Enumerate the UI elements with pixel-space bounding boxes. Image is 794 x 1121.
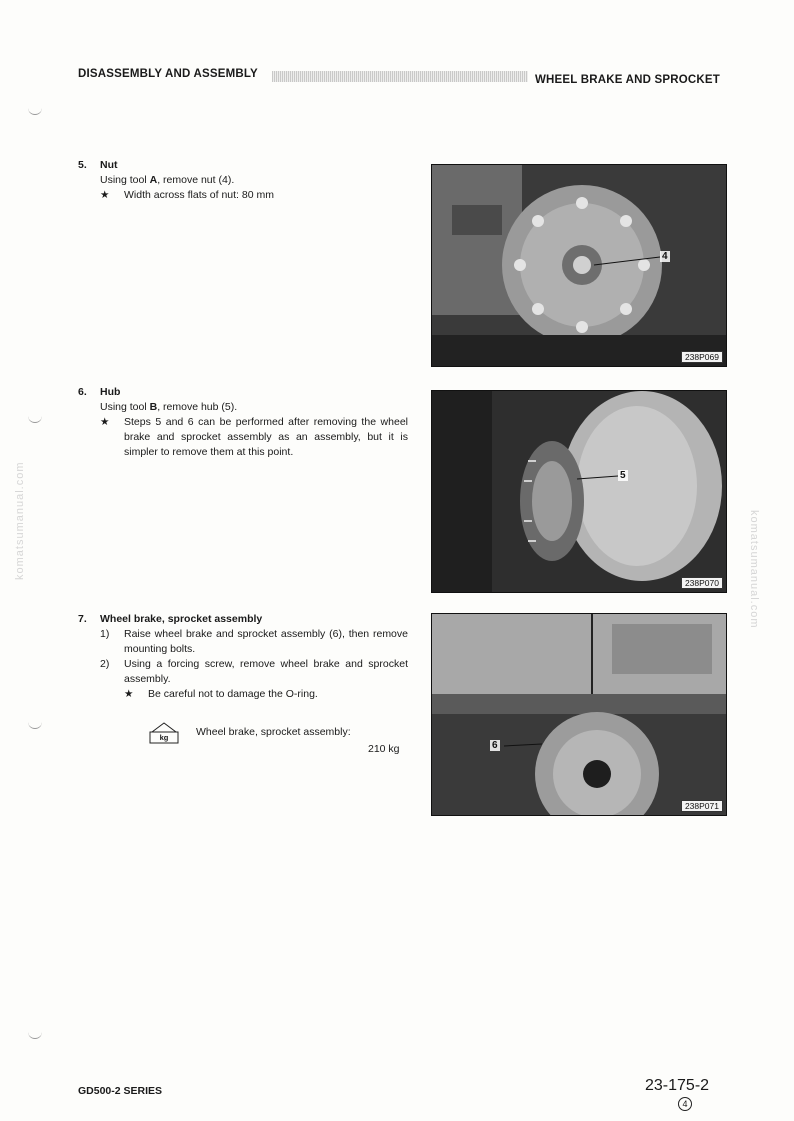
page-number: 23-175-2: [645, 1077, 710, 1094]
weight-icon: [148, 722, 180, 744]
step-number: 6.: [78, 386, 87, 398]
step-title: Nut: [100, 159, 118, 171]
sub-step-2: 2) Using a forcing screw, remove wheel brake and sprocket assembly.: [100, 658, 408, 685]
watermark: komatsumanual.com: [748, 510, 760, 629]
watermark: komatsumanual.com: [14, 461, 26, 580]
photo-brake-assembly: [431, 613, 727, 816]
sub-step-1: 1) Raise wheel brake and sprocket assembly (6), then remove mounting bolts.: [100, 628, 408, 655]
punch-hole: [28, 412, 42, 423]
photo-id: 238P071: [681, 800, 723, 812]
punch-hole: [28, 1028, 42, 1039]
weight-label: Wheel brake, sprocket assembly:: [196, 726, 351, 738]
callout-label: 5: [620, 470, 626, 481]
photo-id: 238P070: [681, 577, 723, 589]
step-note: ★ Steps 5 and 6 can be performed after removing the wheel brake and sprocket assembly as an assembly, but it is simpler to remove them at this point.: [100, 416, 408, 458]
weight-unit: kg: [159, 733, 169, 742]
step-note: ★ Be careful not to damage the O-ring.: [124, 688, 318, 700]
step-instruction: Using tool B, remove hub (5).: [100, 401, 238, 413]
step-title: Wheel brake, sprocket assembly: [100, 613, 263, 625]
photo-hub-removal: [431, 390, 727, 593]
star-icon: ★: [124, 688, 134, 700]
section-title: DISASSEMBLY AND ASSEMBLY: [78, 68, 258, 80]
weight-value: 210 kg: [368, 743, 400, 755]
callout-label: 4: [662, 251, 668, 262]
punch-hole: [28, 718, 42, 729]
step-5: [78, 158, 408, 203]
revision-badge: 4: [678, 1097, 692, 1111]
star-icon: ★: [100, 416, 110, 428]
step-6: [78, 385, 408, 460]
step-number: 7.: [78, 613, 87, 625]
step-number: 5.: [78, 159, 87, 171]
photo-nut-removal: [431, 164, 727, 367]
punch-hole: [28, 104, 42, 115]
star-icon: ★: [100, 189, 110, 201]
photo-id: 238P069: [681, 351, 723, 363]
step-note: ★ Width across flats of nut: 80 mm: [100, 189, 274, 201]
step-instruction: Using tool A, remove nut (4).: [100, 174, 235, 186]
callout-label: 6: [492, 740, 498, 751]
subsection-title: WHEEL BRAKE AND SPROCKET: [535, 74, 720, 86]
step-title: Hub: [100, 386, 121, 398]
step-7: [78, 612, 408, 702]
header-divider: [272, 71, 528, 82]
model-series: GD500-2 SERIES: [78, 1085, 163, 1097]
